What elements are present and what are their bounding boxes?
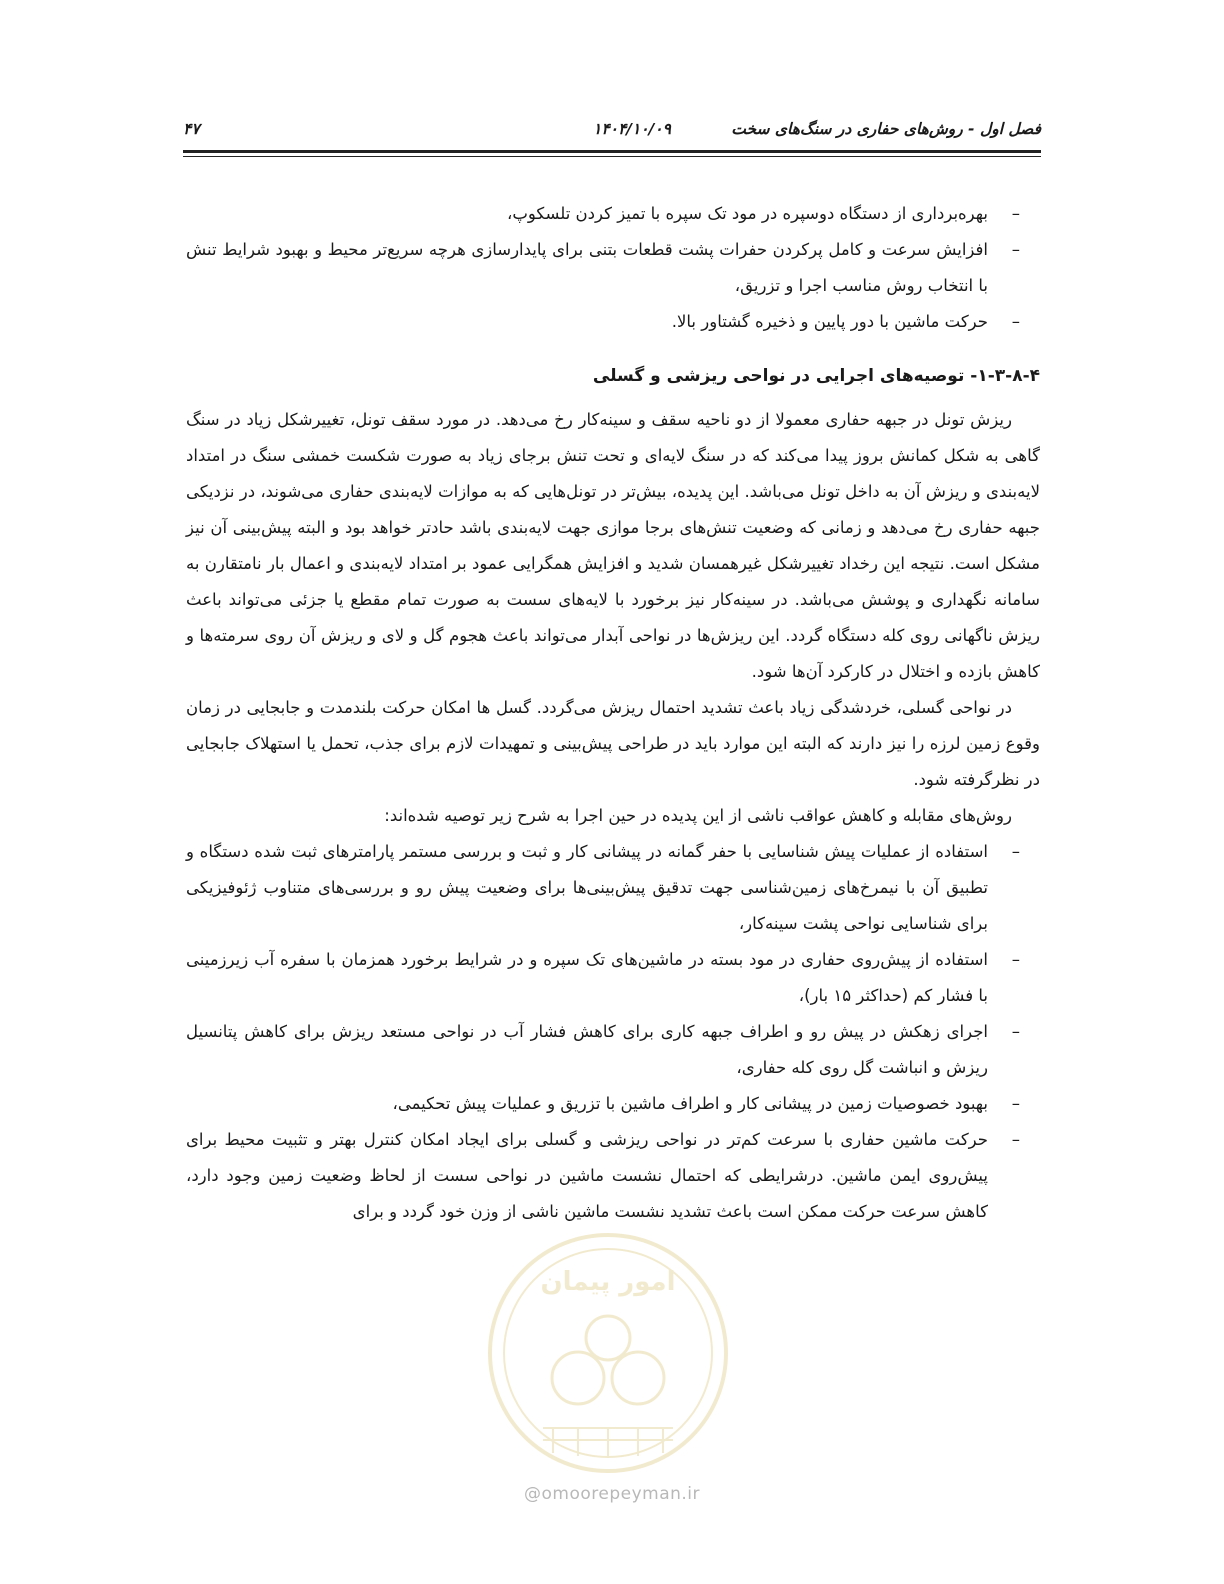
- list-item: – افزایش سرعت و کامل پرکردن حفرات پشت قطعات بتنی برای پایدارسازی هرچه سریع‌تر محیط و بهبود شرایط تنش با انتخاب روش مناسب اجرا و تزریق،: [186, 232, 1040, 304]
- watermark-logo-icon: [483, 1228, 733, 1478]
- dash-bullet-icon: –: [1011, 240, 1020, 259]
- watermark-logo-text: امور پیمان: [540, 1267, 676, 1297]
- list-item: – استفاده از عملیات پیش شناسایی با حفر گمانه در پیشانی کار و ثبت و بررسی مستمر پارامترهای ثبت شده دستگاه و تطبیق آن با نیمرخ‌های زمین‌شناسی جهت تدقیق پیش‌بینی‌ها برای وضعیت پیش رو و بررسی‌های متناوب ژئوفیزیکی برای شناسایی نواحی پشت سینه‌کار،: [186, 834, 1040, 942]
- list-item: – حرکت ماشین با دور پایین و ذخیره گشتاور بالا.: [186, 304, 1040, 340]
- dash-bullet-icon: –: [1011, 312, 1020, 331]
- list-item: – اجرای زهکش در پیش رو و اطراف جبهه کاری برای کاهش فشار آب در نواحی مستعد ریزش برای کاهش پتانسیل ریزش و انباشت گل روی کله حفاری،: [186, 1014, 1040, 1086]
- dash-bullet-icon: –: [1011, 842, 1020, 861]
- dash-bullet-icon: –: [1011, 204, 1020, 223]
- header-rule-thin: [183, 156, 1041, 157]
- chapter-title: فصل اول - روش‌های حفاری در سنگ‌های سخت: [731, 120, 1041, 138]
- dash-bullet-icon: –: [1011, 1130, 1020, 1149]
- list-item: – بهبود خصوصیات زمین در پیشانی کار و اطراف ماشین با تزریق و عملیات پیش تحکیمی،: [186, 1086, 1040, 1122]
- paragraph: ریزش تونل در جبهه حفاری معمولا از دو ناحیه سقف و سینه‌کار رخ می‌دهد. در مورد سقف تونل، تغییرشکل زیاد در سنگ گاهی به شکل کمانش بروز پیدا می‌کند که در سنگ لایه‌ای و تحت تنش برجای زیاد به صورت شکست خمشی سنگ در امتداد لایه‌بندی و ریزش آن به داخل تونل می‌باشد. این پدیده، بیش‌تر در تونل‌هایی که به موازات لایه‌بندی حفاری می‌شوند، در نزدیکی جبهه حفاری رخ می‌دهد و زمانی که وضعیت تنش‌های برجا موازی جهت لایه‌بندی باشد حادتر خواهد بود و البته پیش‌بینی آن نیز مشکل است. نتیجه این رخداد تغییرشکل غیرهمسان شدید و افزایش همگرایی عمود بر امتداد لایه‌بندی و اعمال بار نامتقارن به سامانه نگهداری و پوشش می‌باشد. در سینه‌کار نیز برخورد با لایه‌های سست به صورت تمام مقطع یا جزئی می‌تواند باعث ریزش ناگهانی روی کله دستگاه گردد. این ریزش‌ها در نواحی آبدار می‌تواند باعث هجوم گل و لای و ریزش آن روی سرمته‌ها و کاهش بازده و اختلال در کارکرد آن‌ها شود.: [186, 410, 1040, 681]
- list-item: – حرکت ماشین حفاری با سرعت کم‌تر در نواحی ریزشی و گسلی برای ایجاد امکان کنترل بهتر و تثبیت محیط برای پیش‌روی ایمن ماشین. درشرایطی که احتمال نشست ماشین در نواحی سست از لحاظ وضعیت زمین وجود دارد، کاهش سرعت حرکت ممکن است باعث تشدید نشست ماشین ناشی از وزن خود گردد و برای: [186, 1122, 1040, 1230]
- list-item: – بهره‌برداری از دستگاه دوسپره در مود تک سپره با تمیز کردن تلسکوپ،: [186, 196, 1040, 232]
- section-heading: ۱-۳-۸-۴- توصیه‌های اجرایی در نواحی ریزشی و گسلی: [592, 366, 1040, 386]
- paragraph: در نواحی گسلی، خردشدگی زیاد باعث تشدید احتمال ریزش می‌گردد. گسل ها امکان حرکت بلندمدت و جابجایی در زمان وقوع زمین لرزه را نیز دارند که البته این موارد باید در طراحی پیش‌بینی و تمهیدات لازم برای جذب، تحمل یا استهلاک جابجایی در نظرگرفته شود.: [186, 698, 1040, 789]
- dash-bullet-icon: –: [1011, 1094, 1020, 1113]
- list-item: – استفاده از پیش‌روی حفاری در مود بسته در ماشین‌های تک سپره و در شرایط برخورد همزمان با سفره آب زیرزمینی با فشار کم (حداکثر ۱۵ بار)،: [186, 942, 1040, 1014]
- paragraph: روش‌های مقابله و کاهش عواقب ناشی از این پدیده در حین اجرا به شرح زیر توصیه شده‌اند:: [384, 806, 1012, 825]
- header-rule-thick: [183, 150, 1041, 153]
- page-number: ۴۷: [183, 120, 200, 138]
- page-header: [183, 118, 1041, 146]
- header-date: ۱۴۰۴/۱۰/۰۹: [593, 120, 671, 138]
- dash-bullet-icon: –: [1011, 950, 1020, 969]
- dash-bullet-icon: –: [1011, 1022, 1020, 1041]
- watermark-site: @omoorepeyman.ir: [523, 1484, 701, 1504]
- page-body: [186, 196, 1040, 1230]
